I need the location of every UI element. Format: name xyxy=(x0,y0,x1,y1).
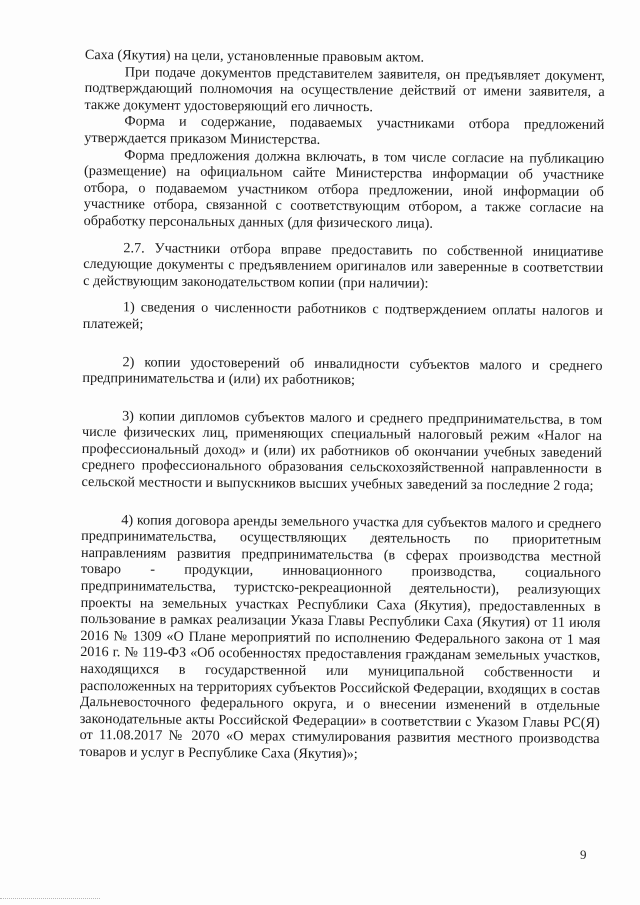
document-body xyxy=(79,47,605,765)
list-item-1: 1) сведения о численности работников с подтверждением оплаты налогов и платежей; xyxy=(82,299,604,333)
paragraph-purpose-continuation: Саха (Якутия) на цели, установленные правовым актом. xyxy=(84,47,425,66)
paragraph-representative: При подаче документов представителем заявителя, он предъявляет документ, подтверждающий полномочия на осуществление действий от имени заявителя, а также документ удостоверяющий его личность. xyxy=(84,63,605,116)
paragraph-proposal-form: Форма предложения должна включать, в том числе согласие на публикацию (размещение) на официальном сайте Министерства информации об участнике отбора, о подаваемом участником отбора предложении, иной информации об участнике отбора, связанной с соответствующим отбором, а также согласие на обработку персональных данных (для физического лица). xyxy=(83,146,605,232)
list-item-2: 2) копии удостоверений об инвалидности субъектов малого и среднего предпринимательства и (или) их работников; xyxy=(82,353,603,389)
paragraph-section-2-7: 2.7. Участники отбора вправе предоставить по собственной инициативе следующие документы с предъявлением оригиналов или заверенные в соответствии с действующим законодательством копии (при наличии): xyxy=(83,239,604,292)
page-number: 9 xyxy=(580,847,587,862)
list-item-3: 3) копии дипломов субъектов малого и среднего предпринимательства, в том числе физических лиц, применяющих специальный налоговый режим «Налог на профессиональный доход» и (или) их работников об окончании учебных заведений среднего профессионального образования сельскохозяйственной направленности в сельской местности и выпускников высших учебных заведений за последние 2 года; xyxy=(81,407,603,495)
list-item-4: 4) копия договора аренды земельного участка для субъектов малого и среднего предпринимательства, осуществляющих деятельность по приоритетным направлениям развития предпринимательства (в сферах производства местной товаро - продукции, инновационного производства, социального предпринимательства, туристско-рекреационной деятельности), реализующих проекты на земельных участках Республики Саха (Якутия), предоставленных в пользование в рамках реализации Указа Главы Республики Саха (Якутия) от 11 июля 2016 № 1309 «О Плане мероприятий по исполнению Федерального закона от 1 мая 2016 г. № 119-ФЗ «Об особенностях предоставления гражданам земельных участков, находящихся в государственной или муниципальной собственности и расположенных на территориях субъектов Российской Федерации, входящих в состав Дальневосточного федерального округа, и о внесении изменений в отдельные законодательные акты Российской Федерации» в соответствии с Указом Главы РС(Я) от 11.08.2017 № 2070 «О мерах стимулирования развития местного производства товаров и услуг в Республике Саха (Якутия)»; xyxy=(79,511,602,763)
paragraph-form-content: Форма и содержание, подаваемых участниками отбора предложений утверждается приказом Министерства. xyxy=(84,113,605,148)
scan-edge-line xyxy=(0,898,100,899)
